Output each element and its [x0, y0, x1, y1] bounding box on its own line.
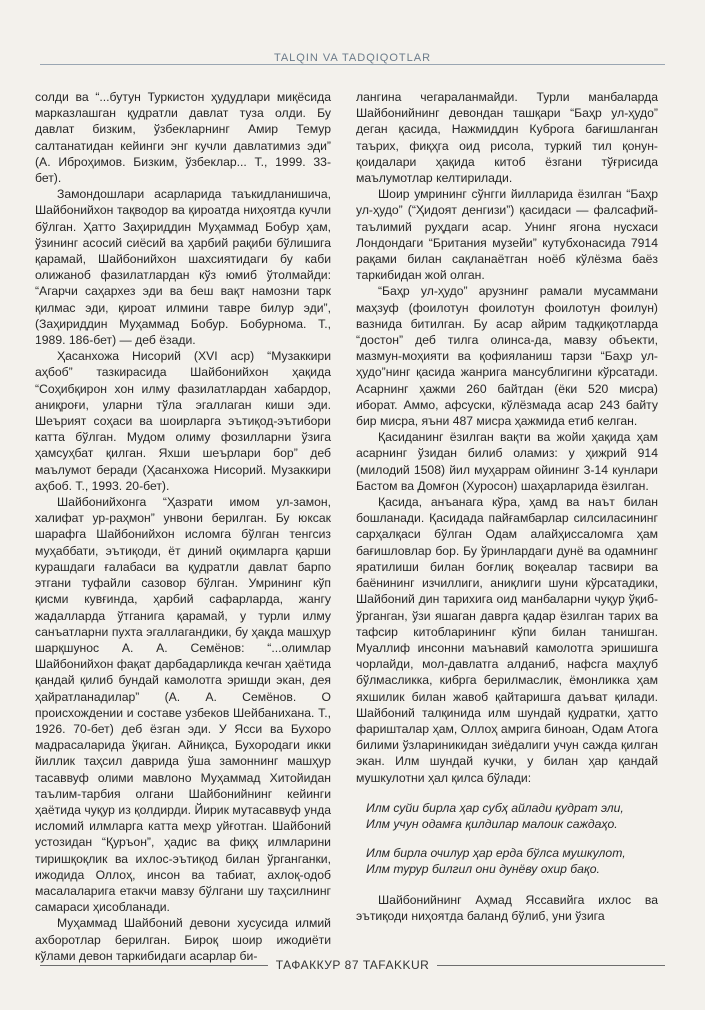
page-number: ТАФАККУР 87 TAFAKKUR — [275, 958, 430, 972]
poem-line: Илм учун одамға қилдилар малоик саждаҳо. — [366, 817, 618, 832]
header-rule — [40, 64, 665, 65]
paragraph: Шайбонийхонга “Ҳазрати имом ул-замон, халифат ур-раҳмон” унвони берилган. Бу юксак шарафга Шайбонийхон исломга бўлган тенгсиз муҳаббати, эътиқоди, ёт диний оқимларга қарши курашдаги ғалабаси ва қудратли давлат барпо этгани туфайли сазовор бўлган. Умрининг кўп қисми кувғинда, ҳарбий сафарларда, жангу жадалларда ўтганига қарамай, у турли илму санъатларни пухта эгаллагандики, бу ҳақда машҳур шарқшунос А. А. Семёнов: “...олимлар Шайбонийхон фақат дарбадарликда кечган ҳаётида қандай қилиб бундай камолотга эришди экан, дея ҳайратланадилар” (А. А. Семёнов. О происхождении и составе узбеков Шейбанихана. Т., 1926. 70-бет) деб ёзган эди. У Ясси ва Бухоро мадрасаларида ўқиган. Айниқса, Бухородаги икки йиллик таҳсил даврида ўша замоннинг машҳур тасаввуф олими мавлоно Муҳаммад Хитойидан таълим-тарбия олгани Шайбонийнинг кейинги ҳаётида чуқур из қолдирди. Йирик мутасаввуф унда исломий илмларга катта меҳр уйғотган. Шайбоний устозидан “Қуръон”, ҳадис ва фиқҳ илмларини тиришқоқлик ва ихлос-эътиқод билан ўрганганки, ижодида Оллоҳ, инсон ва табиат, ахлоқ-одоб масалаларига етакчи мавзу бўлгани шу таҳсилнинг самараси ҳисобланади. — [35, 495, 331, 915]
poem-line: Илм бирла очилур ҳар ерда бўлса мушкулот, — [366, 845, 626, 860]
section-title: TALQIN VA TADQIQOTLAR — [273, 52, 432, 64]
footer-rule-right — [437, 965, 665, 966]
paragraph: Қасида, анъанага кўра, ҳамд ва наът билан бошланади. Қасидада пайғамбарлар силсиласининг сарҳалқаси бўлган Одам алайҳиссаломга ҳам бағишловлар бор. Бу ўринлардаги дунё ва одамнинг яратилиши билан боғлиқ воқеалар тасвири ва баёнининг изчиллиги, аниқлиги шуни кўрсатадики, Шайбоний дин тарихига оид манбаларни чуқур ўқиб-ўрганган, ўзи яшаган даврга қадар ёзилган тарих ва тафсир китобларининг кўпи билан танишган. Муаллиф инсонни маънавий камолотга эришишга чорлайди, мол-давлатга алданиб, нафсга маҳлуб бўлмасликка, кибрга берилмаслик, ёмонликка ҳам яхшилик билан жавоб қайтаришга даъват қилади. Шайбоний талқинида илм шундай қудратки, ҳатто фаришталар ҳам, Оллоҳ амрига биноан, Одам Атога билими ўзлариникидан зиёдалиги учун сажда қилган экан. Илм шундай кучки, у билан ҳар қандай мушкулотни ҳал қилса бўлади: — [356, 495, 658, 785]
poem-line: Илм турур билгил они дунёву охир бақо. — [366, 862, 600, 877]
paragraph: “Баҳр ул-ҳудо” арузнинг рамали мусаммани маҳзуф (фоилотун фоилотун фоилотун фоилун) вазнида битилган. Бу асар айрим тадқиқотларда “достон” деб тилга олинса-да, мавзу объекти, мазмун-моҳияти ва қофияланиш тарзи “Баҳр ул-ҳудо”нинг қасида жанрига мансублигини кўрсатади. Асарнинг ҳажми 260 байтдан (ёки 520 мисра) иборат. Аммо, афсуски, кўлёзмада асар 243 байту бир мисра, яъни 487 мисра ҳажмида етиб келган. — [356, 284, 658, 429]
poem-line: Илм суйи бирла ҳар субҳ айлади қудрат эли, — [366, 800, 624, 815]
paragraph: Шоир умрининг сўнгги йилларида ёзилган “Баҳр ул-ҳудо” (“Ҳидоят денгизи”) қасидаси — фалсафий-таълимий руҳдаги асар. Унинг ягона нусхаси Лондондаги “Британия музейи” кутубхонасида 7914 рақами билан сақланаётган ноёб кўлёзма баёз таркибидан жой олган. — [356, 187, 658, 283]
paragraph: лангина чегараланмайди. Турли манбаларда Шайбонийнинг девондан ташқари “Баҳр ул-ҳудо” деган қасида, Нажмиддин Куброга бағишланган таърих, фиқҳга оид рисола, туркий тил қонун-қоидалари ҳақида китоб ёзгани тўғрисида маълумотлар келтирилади. — [356, 90, 658, 186]
paragraph: Ҳасанхожа Нисорий (XVI аср) “Музаккири аҳбоб” тазкирасида Шайбонийхон ҳақида “Соҳибқирон хон илму фазилатлардан хабардор, аниқроғи, уларни тўла эгаллаган киши эди. Шеърият соҳаси ва шоирларга эътиқод-эътибори катта бўлган. Мудом олиму фозилларни ўзига ҳамсуҳбат қилган. Яхши шеърлари бор” деб маълумот беради (Ҳасанхожа Нисорий. Музаккири аҳбоб. Т., 1993. 20-бет). — [35, 349, 331, 493]
poem-stanza — [366, 845, 658, 878]
right-column — [356, 89, 658, 924]
poem-stanza — [366, 800, 658, 833]
paragraph: Қасиданинг ёзилган вақти ва жойи ҳақида ҳам асарнинг ўзидан билиб оламиз: у ҳижрий 914 (милодий 1508) йил муҳаррам ойининг 3-14 кунлари Бастом ва Домғон (Хуросон) шаҳарларида ёзилган. — [356, 430, 658, 493]
paragraph: Муҳаммад Шайбоний девони хусусида илмий ахборотлар берилган. Бироқ шоир ижодиёти кўлами девон таркибидаги асарлар би- — [35, 916, 331, 963]
left-column — [35, 89, 331, 964]
paragraph: солди ва “...бутун Туркистон ҳудудлари миқёсида марказлашган қудратли давлат туза олди. Бу давлат бизким, ўзбекларнинг Амир Темур салтанатидан кейинги энг кучли давлатимиз эди” (А. Иброҳимов. Бизким, ўзбеклар... Т., 1999. 33-бет). — [35, 90, 331, 186]
paragraph: Шайбонийнинг Аҳмад Яссавийга ихлос ва эътиқоди ниҳоятда баланд бўлиб, уни ўзига — [356, 892, 658, 923]
footer-rule-left — [40, 965, 268, 966]
paragraph: Замондошлари асарларида таъкидланишича, Шайбонийхон тақводор ва қироатда ниҳоятда кучли бўлган. Ҳатто Заҳириддин Муҳаммад Бобур ҳам, ўзининг асосий сиёсий ва ҳарбий рақиби бўлишига қарамай, Шайбонийхон шахсиятидаги бу каби олижаноб фазилатлардан кўз юмиб ўтолмайди: “Агарчи саҳархез эди ва беш вақт намозни тарк қилмас эди, қироат илмини тавре билур эди”, (Заҳириддин Муҳаммад Бобур. Бобурнома. Т., 1989. 186-бет) — деб ёзади. — [35, 187, 331, 348]
running-footer — [40, 958, 665, 972]
